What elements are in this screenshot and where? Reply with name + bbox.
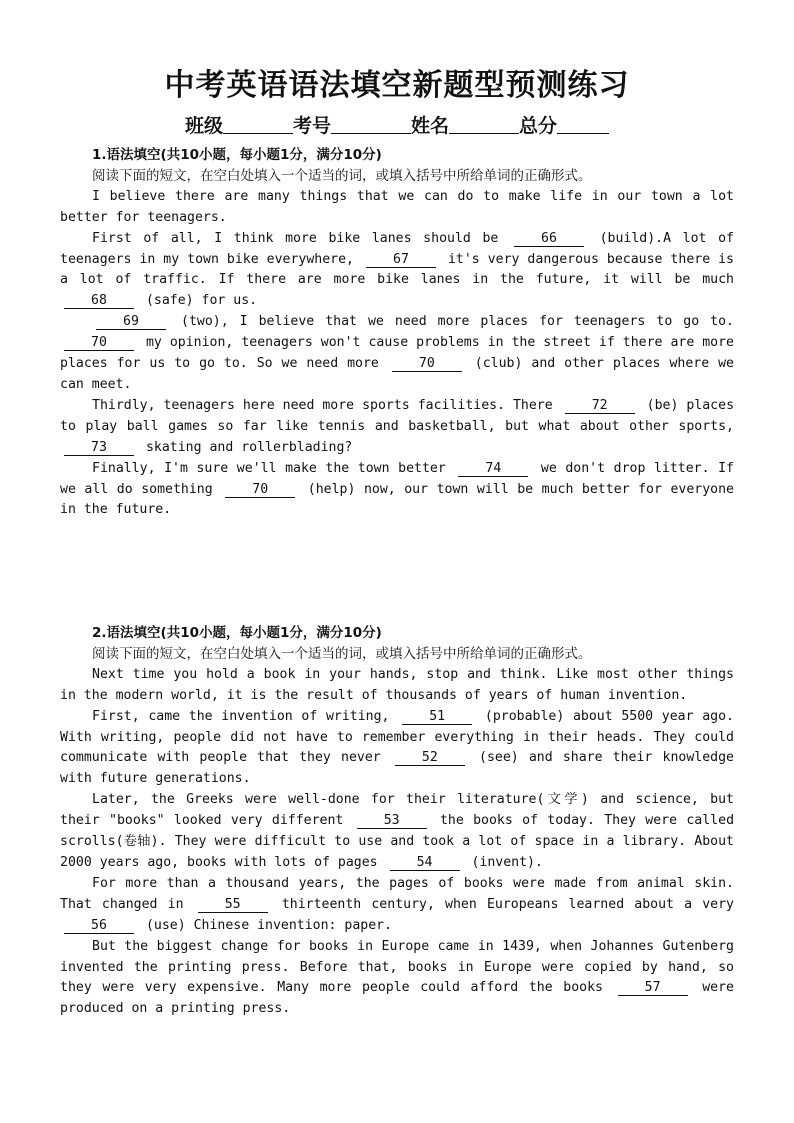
class-field bbox=[185, 111, 293, 138]
passage-paragraph bbox=[60, 187, 734, 229]
passage-text: (build).A lot of teenagers in my town bike everywhere, bbox=[60, 230, 734, 267]
answer-blank-70[interactable]: 70 bbox=[64, 335, 134, 351]
passage-paragraph bbox=[60, 396, 734, 459]
answer-blank-73[interactable]: 73 bbox=[64, 440, 134, 456]
answer-blank-52[interactable]: 52 bbox=[395, 750, 465, 766]
passage-1 bbox=[60, 187, 734, 522]
answer-blank-51[interactable]: 51 bbox=[402, 709, 472, 725]
passage-text: Thirdly, teenagers here need more sports facilities. There bbox=[92, 397, 561, 413]
passage-text: (see) and share their knowledge with future generations. bbox=[60, 750, 734, 787]
answer-blank-55[interactable]: 55 bbox=[198, 897, 268, 913]
section-instruction: 阅读下面的短文，在空白处填入一个适当的词，或填入括号中所给单词的正确形式。 bbox=[92, 167, 592, 184]
exam-number-blank[interactable] bbox=[331, 115, 411, 134]
answer-blank-70[interactable]: 70 bbox=[225, 482, 295, 498]
name-field bbox=[411, 111, 519, 138]
passage-2 bbox=[60, 665, 734, 1020]
passage-paragraph bbox=[60, 459, 734, 522]
section-instruction: 阅读下面的短文，在空白处填入一个适当的词，或填入括号中所给单词的正确形式。 bbox=[92, 645, 592, 662]
answer-blank-56[interactable]: 56 bbox=[64, 918, 134, 934]
passage-text: For more than a thousand years, the pages of books were made from animal skin. That changed in bbox=[60, 875, 734, 912]
passage-text: the books of today. They were called scrolls(卷轴). They were difficult to use and took a lot of space in a library. About 2000 years ago, books with lots of pages bbox=[60, 813, 735, 870]
passage-text: (club) and other places where we can meet. bbox=[60, 356, 734, 392]
passage-text: Later, the Greeks were well-done for their literature(文学) and science, but their "books" looked very different bbox=[60, 792, 734, 829]
passage-text: (safe) for us. bbox=[138, 293, 258, 309]
answer-blank-69[interactable]: 69 bbox=[96, 314, 166, 330]
passage-text: skating and rollerblading? bbox=[138, 439, 353, 455]
passage-text: But the biggest change for books in Europe came in 1439, when Johannes Gutenberg invented the printing press. Before that, books in Europe were copied by hand, so they were very expensive. Many more people could afford the books bbox=[60, 938, 734, 996]
exam-number-label: 考号 bbox=[292, 115, 331, 137]
passage-text: (use) Chinese invention: paper. bbox=[138, 917, 393, 933]
section-heading: 1.语法填空(共10小题，每小题1分，满分10分) bbox=[92, 147, 382, 163]
passage-paragraph bbox=[60, 312, 734, 396]
passage-paragraph bbox=[60, 874, 734, 937]
name-label: 姓名 bbox=[411, 115, 450, 137]
passage-text: First, came the invention of writing, bbox=[92, 708, 399, 724]
answer-blank-67[interactable]: 67 bbox=[366, 252, 436, 268]
answer-blank-57[interactable]: 57 bbox=[618, 980, 688, 996]
passage-text: my opinion, teenagers won't cause problems in the street if there are more places for us to go to. So we need more bbox=[60, 335, 734, 372]
name-blank[interactable] bbox=[449, 115, 519, 134]
passage-text: it's very dangerous because there is a lot of traffic. If there are more bike lanes in the future, it will be much bbox=[60, 251, 734, 288]
passage-text: I believe there are many things that we can do to make life in our town a lot better for teenagers. bbox=[60, 188, 734, 225]
passage-text: (two), I believe that we need more places for teenagers to go to. bbox=[170, 314, 734, 330]
passage-paragraph bbox=[60, 229, 734, 313]
answer-blank-66[interactable]: 66 bbox=[514, 231, 584, 247]
passage-paragraph bbox=[60, 707, 734, 791]
passage-text: (invent). bbox=[463, 854, 543, 870]
total-score-blank[interactable] bbox=[557, 115, 609, 134]
passage-text: we don't drop litter. If we all do something bbox=[60, 460, 734, 497]
class-label: 班级 bbox=[184, 115, 223, 137]
student-info-line bbox=[0, 111, 794, 138]
answer-blank-68[interactable]: 68 bbox=[64, 293, 134, 309]
class-blank[interactable] bbox=[223, 115, 293, 134]
answer-blank-53[interactable]: 53 bbox=[357, 813, 427, 829]
answer-blank-70[interactable]: 70 bbox=[392, 356, 462, 372]
page-title: 中考英语语法填空新题型预测练习 bbox=[164, 68, 630, 103]
section-heading: 2.语法填空(共10小题，每小题1分，满分10分) bbox=[92, 625, 382, 641]
passage-text: Next time you hold a book in your hands, stop and think. Like most other things in the modern world, it is the result of thousands of years of human invention. bbox=[60, 666, 734, 703]
passage-text: thirteenth century, when Europeans learned about a very bbox=[271, 896, 734, 912]
total-score-label: 总分 bbox=[519, 115, 558, 137]
passage-paragraph bbox=[60, 665, 734, 707]
passage-text: (be) places to play ball games so far like tennis and basketball, but what about other sports, bbox=[60, 397, 735, 434]
passage-text: First of all, I think more bike lanes should be bbox=[92, 230, 510, 246]
exam-number-field bbox=[293, 111, 411, 138]
passage-text: (help) now, our town will be much better for everyone in the future. bbox=[60, 481, 734, 518]
section-1 bbox=[60, 145, 734, 521]
section-2 bbox=[60, 623, 734, 1020]
answer-blank-54[interactable]: 54 bbox=[390, 855, 460, 871]
answer-blank-72[interactable]: 72 bbox=[565, 398, 635, 414]
passage-text: were produced on a printing press. bbox=[60, 980, 734, 1017]
passage-paragraph bbox=[60, 937, 734, 1021]
passage-text: (probable) about 5500 year ago. With writing, people did not have to remember everything in their heads. They could communicate with people that they never bbox=[60, 708, 734, 766]
total-score-field bbox=[519, 111, 609, 138]
answer-blank-74[interactable]: 74 bbox=[458, 461, 528, 477]
passage-paragraph bbox=[60, 790, 734, 874]
passage-text: Finally, I'm sure we'll make the town better bbox=[92, 460, 455, 476]
